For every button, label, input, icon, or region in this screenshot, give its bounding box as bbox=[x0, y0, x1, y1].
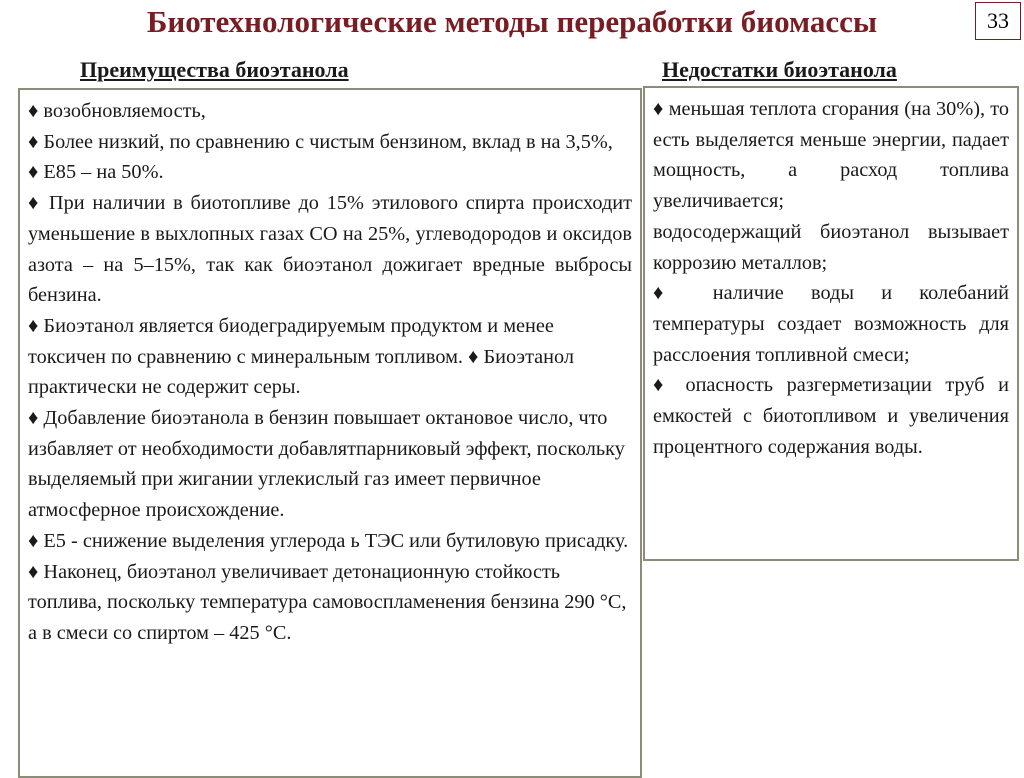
disadvantages-box bbox=[643, 86, 1019, 561]
disadvantages-heading: Недостатки биоэтанола bbox=[662, 57, 897, 82]
disadvantage-item: ♦ опасность разгерметизации труб и емкостей с биотопливом и увеличения процентного содержания воды. bbox=[653, 374, 1009, 458]
advantages-heading: Преимущества биоэтанола bbox=[80, 57, 349, 82]
slide-title: Биотехнологические методы переработки биомассы bbox=[146, 4, 878, 39]
disadvantage-item: водосодержащий биоэтанол вызывает коррозию металлов; bbox=[653, 220, 1009, 274]
advantage-item: ♦ Добавление биоэтанола в бензин повышает октановое число, что избавляет от необходимости добавлятпарниковый эффект, поскольку выделяемый при жигании углекислый газ имеет первичное атмосферное происхождение. bbox=[28, 407, 625, 522]
disadvantage-item: ♦ наличие воды и колебаний температуры создает возможность для расслоения топливной смеси; bbox=[653, 282, 1009, 366]
advantage-item: ♦ Е85 – на 50%. bbox=[28, 161, 164, 184]
advantage-item: ♦ Более низкий, по сравнению с чистым бензином, вклад в на 3,5%, bbox=[28, 130, 613, 153]
advantage-item: ♦ Биоэтанол является биодеградируемым продуктом и менее токсичен по сравнению с минеральным топливом. ♦ Биоэтанол практически не содержит серы. bbox=[28, 314, 575, 399]
advantage-item: ♦ Наконец, биоэтанол увеличивает детонационную стойкость топлива, поскольку температура самовоспламенения бензина 290 °С, а в смеси со спиртом – 425 °С. bbox=[28, 560, 627, 644]
advantage-item: ♦ возобновляемость, bbox=[28, 100, 206, 122]
disadvantage-item: ♦ меньшая теплота сгорания (на 30%), то есть выделяется меньше энергии, падает мощность, а расход топлива увеличивается; bbox=[653, 98, 1009, 213]
advantage-item: ♦ Е5 - снижение выделения углерода ь ТЭС или бутиловую присадку. bbox=[28, 529, 629, 552]
advantage-item: ♦ При наличии в биотопливе до 15% этилового спирта происходит уменьшение в выхлопных газах СО на 25%, углеводородов и оксидов азота – на 5–15%, так как биоэтанол дожигает вредные выбросы бензина. bbox=[28, 192, 632, 307]
page-number: 33 bbox=[975, 2, 1021, 40]
advantages-box bbox=[18, 88, 642, 778]
